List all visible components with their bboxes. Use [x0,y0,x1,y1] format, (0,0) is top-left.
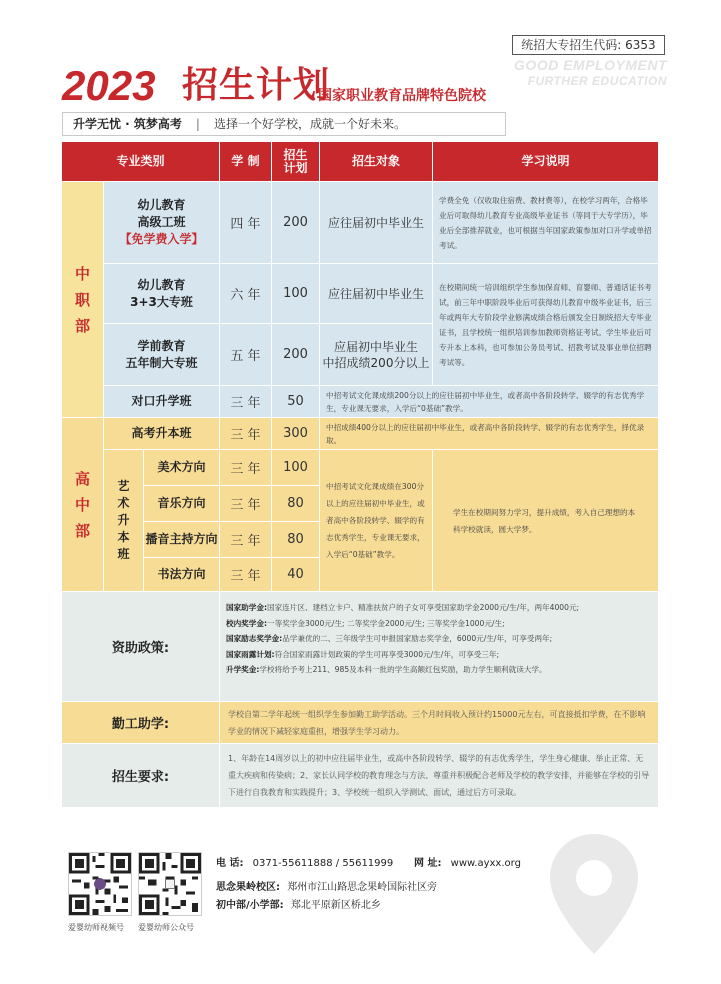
description-cell: 中招考试文化课成绩200分以上的应往届初中毕业生，或者高中各阶段转学、辍学的有志优秀学生，专业课无要求，入学后“0基础”教学。 [320,386,659,418]
slogan-right: 选择一个好学校，成就一个好未来。 [213,117,406,131]
plan-cell: 80 [272,522,320,558]
page-title: 招生计划 [182,65,331,106]
description-cell: 学费全免（仅收取住宿费、教材费等），在校学习两年，合格毕业后可取得幼儿教育专业高级毕业证书（等同于大专学历），毕业后全部推荐就业，也可根据当年国家政策参加对口升学或单招考试。 [433,182,659,264]
campus1-address: 郑州市江山路思念果岭国际社区旁 [287,882,438,893]
target-cell: 应往届初中毕业生 [320,182,433,264]
years-cell: 三 年 [220,418,272,450]
plan-cell: 100 [272,450,320,486]
work-study-label: 勤工助学: [62,702,220,744]
policy-item: 国家助学金:国家连片区、建档立卡户、精准扶贫户的子女可享受国家助学金2000元/生/年，两年4000元; [226,603,580,612]
plan-cell: 200 [272,324,320,386]
slogan-separator: | [195,117,200,131]
section-gaozhong-label: 高 中 部 [74,469,90,540]
requirements-content: 1、年龄在14周岁以上的初中应往届毕业生，或高中各阶段转学、辍学的有志优秀学生，学生身心健康、举止正常、无重大疾病和传染病；2、家长认同学校的教育理念与方法、尊重并积极配合老师及学校的教学安排，并能够在学校的引导下进行自我教育和实践提升；3、学校统一组织入学测试、面试，通过后方可录取。 [220,744,659,808]
qr-code-video-icon[interactable] [68,852,132,916]
years-cell: 三 年 [220,522,272,558]
requirements-label: 招生要求: [62,744,220,808]
col-header-description: 学习说明 [433,142,659,182]
enrollment-table [62,142,659,808]
campus-address-2 [216,896,381,911]
qr-code-wechat-icon[interactable] [138,852,202,916]
campus2-address: 郑北平原新区桥北乡 [290,900,381,911]
free-tuition-note: 【免学费入学】 [119,232,204,246]
policy-item: 升学奖金:学校将给予考上211、985及本科一批的学生高额红包奖励，助力学生顺利就读大学。 [226,665,547,674]
section-gaozhong [62,418,104,592]
program-cell: 学前教育 五年制大专班 [104,324,220,386]
section-zhongzhi-label: 中 职 部 [74,264,90,335]
policy-item: 国家雨露计划:符合国家雨露计划政策的学生可再享受3000元/生/年，可享受三年; [226,649,500,659]
plan-cell: 80 [272,486,320,522]
art-description-cell: 学生在校期间努力学习，提升成绩，考入自己理想的本科学校就读，圆大学梦。 [433,450,659,592]
campus1-label: 思念果岭校区: [216,882,280,893]
enrollment-code-box: 统招大专招生代码: 6353 [512,35,665,55]
campus2-label: 初中部/小学部: [216,900,284,911]
program-cell: 高考升本班 [104,418,220,450]
col-header-plan: 招生 计划 [272,142,320,182]
years-cell: 四 年 [220,182,272,264]
program-cell: 音乐方向 [144,486,220,522]
contact-website [414,854,521,869]
location-pin-icon [548,832,640,956]
section-zhongzhi [62,182,104,418]
target-cell: 应往届初中毕业生 [320,264,433,324]
slogan-bar [62,112,506,136]
slogan-left: 升学无忧 · 筑梦高考 [73,117,182,131]
col-header-target: 招生对象 [320,142,433,182]
program-name: 幼儿教育 高级工班 [137,198,186,229]
art-group-text: 艺 术 升 本 班 [117,479,130,561]
plan-cell: 200 [272,182,320,264]
description-cell: 在校期间统一培训组织学生参加保育师、育婴师、普通话证书考试，前三年中职阶段毕业后可获得幼儿教育中级毕业证书，后三年或两年大专阶段学业修满成绩合格后颁发全日制统招大专毕业证书，且学校统一组织培训参加教师资格证考试。学生毕业后可专升本上本科，也可参加公务员考试、招教考试及事业单位招聘考试等。 [433,264,659,386]
english-tagline-1: GOOD EMPLOYMENT [514,57,667,73]
years-cell: 五 年 [220,324,272,386]
plan-cell: 100 [272,264,320,324]
website-label: 网 址: [414,858,442,869]
art-group-label [104,450,144,592]
contact-phone [216,854,393,869]
work-study-content: 学校自第二学年起统一组织学生参加勤工助学活动。三个月时间收入预计约15000元左右，可直接抵扣学费，在不影响学业的情况下减轻家庭重担，增强学生学习动力。 [220,702,659,744]
years-cell: 三 年 [220,386,272,418]
program-cell: 幼儿教育 3+3大专班 [104,264,220,324]
years-cell: 三 年 [220,486,272,522]
phone-label: 电 话: [216,858,244,869]
col-header-program: 专业类别 [62,142,220,182]
policy-item: 国家励志奖学金:品学兼优的二、三年级学生可申报国家励志奖学金，6000元/生/年，可享受两年; [226,634,553,643]
phone-number[interactable]: 0371-55611888 / 55611999 [252,858,394,869]
policy-label: 资助政策: [62,592,220,702]
description-cell: 中招成绩400分以上的应往届初中毕业生，或者高中各阶段转学、辍学的有志优秀学生，择优录取。 [320,418,659,450]
program-cell: 书法方向 [144,558,220,592]
policy-item: 校内奖学金:一等奖学金3000元/生; 二等奖学金2000元/生; 三等奖学金1000元/生; [226,618,505,628]
campus-address-1 [216,878,437,893]
years-cell: 三 年 [220,450,272,486]
plan-cell: 40 [272,558,320,592]
program-cell: 播音主持方向 [144,522,220,558]
policy-content [220,592,659,702]
program-cell: 美术方向 [144,450,220,486]
website-link[interactable]: www.ayxx.org [450,858,521,869]
col-header-years: 学 制 [220,142,272,182]
page-subtitle: 国家职业教育品牌特色院校 [318,88,486,104]
years-cell: 六 年 [220,264,272,324]
plan-cell: 300 [272,418,320,450]
target-cell: 应届初中毕业生 中招成绩200分以上 [320,324,433,386]
program-cell [104,182,220,264]
program-cell: 对口升学班 [104,386,220,418]
qr-label-video: 爱婴幼师视频号 [68,923,124,932]
english-tagline-2: FURTHER EDUCATION [527,74,667,88]
title-year: 2023 [62,62,156,109]
art-target-cell: 中招考试文化课成绩在300分以上的应往届初中毕业生，或者高中各阶段转学、辍学的有志优秀学生，专业课无要求，入学后“0基础”教学。 [320,450,433,592]
years-cell: 三 年 [220,558,272,592]
qr-label-wechat: 爱婴幼师公众号 [138,923,194,932]
plan-cell: 50 [272,386,320,418]
footer [0,830,721,984]
